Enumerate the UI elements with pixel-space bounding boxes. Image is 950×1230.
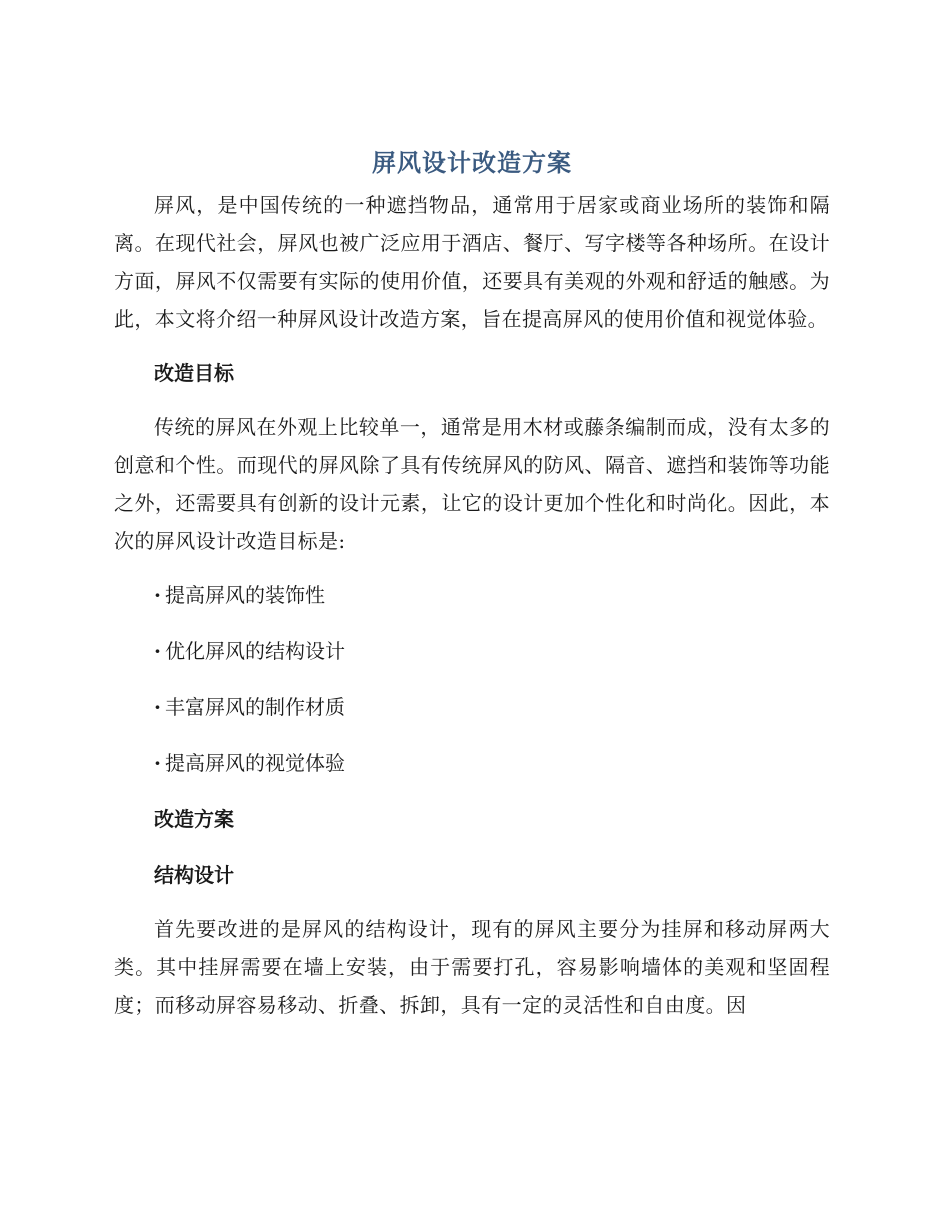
spacer [114,392,830,408]
bullet-marker: · [154,639,161,663]
bullet-marker: · [154,751,161,775]
goal-list-item-text: 优化屏风的结构设计 [164,639,345,663]
spacer [114,670,830,688]
spacer [114,726,830,744]
bullet-marker: · [154,695,161,719]
goal-list-item-text: 提高屏风的装饰性 [164,583,325,607]
bullet-marker: · [154,583,161,607]
spacer [114,614,830,632]
goal-list-item [114,576,830,614]
spacer [114,782,830,800]
section-heading-structure: 结构设计 [154,863,234,887]
goal-list-item [114,744,830,782]
spacer [114,894,830,910]
spacer [114,560,830,576]
goal-list-item [114,632,830,670]
spacer [114,838,830,856]
goal-list-item-text: 提高屏风的视觉体验 [164,751,345,775]
section-heading-plan: 改造方案 [154,807,234,831]
goal-list-item-text: 丰富屏风的制作材质 [164,695,345,719]
goal-paragraph: 传统的屏风在外观上比较单一，通常是用木材或藤条编制而成，没有太多的创意和个性。而现代的屏风除了具有传统屏风的防风、隔音、遮挡和装饰等功能之外，还需要具有创新的设计元素，让它的设计更加个性化和时尚化。因此，本次的屏风设计改造目标是: [114,415,830,553]
spacer [114,338,830,354]
section-heading-goal: 改造目标 [154,361,234,385]
structure-paragraph: 首先要改进的是屏风的结构设计，现有的屏风主要分为挂屏和移动屏两大类。其中挂屏需要在墙上安装，由于需要打孔，容易影响墙体的美观和坚固程度；而移动屏容易移动、折叠、拆卸，具有一定的灵活性和自由度。因 [114,917,830,1017]
intro-paragraph: 屏风，是中国传统的一种遮挡物品，通常用于居家或商业场所的装饰和隔离。在现代社会，屏风也被广泛应用于酒店、餐厅、写字楼等各种场所。在设计方面，屏风不仅需要有实际的使用价值，还要具有美观的外观和舒适的触感。为此，本文将介绍一种屏风设计改造方案，旨在提高屏风的使用价值和视觉体验。 [114,193,830,331]
goal-list-item [114,688,830,726]
document-title: 屏风设计改造方案 [372,149,572,177]
